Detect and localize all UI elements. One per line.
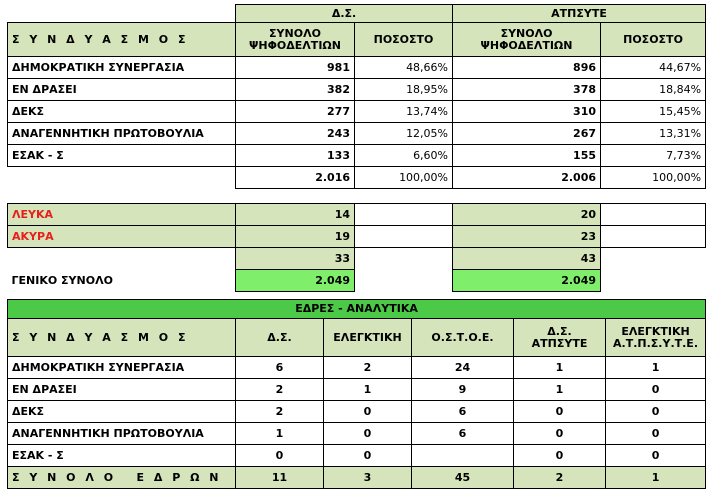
atpsyte-percent-header: ΠΟΣΟΣΤΟ [601, 23, 706, 57]
votes-row [8, 57, 706, 79]
ds-votes: 981 [236, 57, 355, 79]
seats-col-header: ΕΛΕΓΚΤΙΚΗ [324, 319, 412, 357]
coalition-name: ΔΕΚΣ [8, 401, 236, 423]
atpsyte-percent: 13,31% [601, 123, 706, 145]
coalition-name: ΑΝΑΓΕΝΝΗΤΙΚΗ ΠΡΩΤΟΒΟΥΛΙΑ [8, 123, 236, 145]
seats-col-header: Ο.Σ.Τ.Ο.Ε. [412, 319, 514, 357]
votes-row [8, 101, 706, 123]
coalition-name: ΔΕΚΣ [8, 101, 236, 123]
seats-row [8, 379, 706, 401]
ds-total-votes-header: ΣΥΝΟΛΟ ΨΗΦΟΔΕΛΤΙΩΝ [236, 23, 355, 57]
seats-total-value: 3 [324, 467, 412, 489]
seats-value: 0 [606, 401, 706, 423]
seats-value: 2 [236, 379, 324, 401]
atpsyte-percent: 18,84% [601, 79, 706, 101]
ds-votes: 133 [236, 145, 355, 167]
atpsyte-votes: 155 [453, 145, 601, 167]
ds-votes: 382 [236, 79, 355, 101]
seats-value: 6 [236, 357, 324, 379]
ds-percent: 12,05% [355, 123, 453, 145]
seats-value [412, 445, 514, 467]
coalition-name: ΕΣΑΚ - Σ [8, 445, 236, 467]
votes-totals-row [8, 167, 706, 189]
seats-table [7, 299, 706, 489]
ds-votes: 277 [236, 101, 355, 123]
ds-blank-votes: 14 [236, 204, 355, 226]
blank-votes-row [8, 204, 706, 226]
atpsyte-invalid-votes: 23 [453, 226, 601, 248]
seats-value: 1 [514, 379, 606, 401]
seats-row [8, 357, 706, 379]
ds-percent: 48,66% [355, 57, 453, 79]
grand-total-row [8, 270, 706, 292]
seats-row [8, 401, 706, 423]
seats-value: 1 [324, 379, 412, 401]
seats-value: 6 [412, 401, 514, 423]
seats-value: 0 [514, 445, 606, 467]
atpsyte-grand-total: 2.049 [453, 270, 601, 292]
ds-grand-total: 2.049 [236, 270, 355, 292]
seats-value: 1 [514, 357, 606, 379]
ds-percent-total: 100,00% [355, 167, 453, 189]
seats-col-header: ΕΛΕΓΚΤΙΚΗ Α.Τ.Π.Σ.Υ.Τ.Ε. [606, 319, 706, 357]
atpsyte-blank-invalid-sum: 43 [453, 248, 601, 270]
seats-value: 0 [606, 423, 706, 445]
invalid-votes-label: ΑΚΥΡΑ [8, 226, 236, 248]
atpsyte-percent-total: 100,00% [601, 167, 706, 189]
seats-value: 0 [606, 379, 706, 401]
seats-row [8, 445, 706, 467]
seats-total-value: 45 [412, 467, 514, 489]
atpsyte-percent: 44,67% [601, 57, 706, 79]
seats-total-value: 1 [606, 467, 706, 489]
atpsyte-group-header: ΑΤΠΣΥΤΕ [453, 5, 706, 23]
ds-group-header: Δ.Σ. [236, 5, 453, 23]
votes-row [8, 123, 706, 145]
atpsyte-votes-total: 2.006 [453, 167, 601, 189]
seats-value: 24 [412, 357, 514, 379]
seats-value: 6 [412, 423, 514, 445]
seats-coalition-header: Σ Υ Ν Δ Υ Α Σ Μ Ο Σ [8, 319, 236, 357]
ds-percent: 18,95% [355, 79, 453, 101]
seats-value: 0 [324, 445, 412, 467]
blank-invalid-sum-row [8, 248, 706, 270]
ds-invalid-votes: 19 [236, 226, 355, 248]
atpsyte-votes: 378 [453, 79, 601, 101]
atpsyte-votes: 267 [453, 123, 601, 145]
seats-total-value: 11 [236, 467, 324, 489]
grand-total-label: ΓΕΝΙΚΟ ΣΥΝΟΛΟ [11, 273, 113, 287]
seats-row [8, 423, 706, 445]
seats-total-row [8, 467, 706, 489]
seats-value: 2 [236, 401, 324, 423]
coalition-name: ΕΝ ΔΡΑΣΕΙ [8, 379, 236, 401]
seats-total-value: 2 [514, 467, 606, 489]
seats-value: 1 [606, 357, 706, 379]
coalition-name: ΔΗΜΟΚΡΑΤΙΚΗ ΣΥΝΕΡΓΑΣΙΑ [8, 357, 236, 379]
ds-percent-header: ΠΟΣΟΣΤΟ [355, 23, 453, 57]
seats-value: 0 [324, 401, 412, 423]
seats-total-label: Σ Υ Ν Ο Λ Ο Ε Δ Ρ Ω Ν [8, 467, 236, 489]
coalition-name: ΑΝΑΓΕΝΝΗΤΙΚΗ ΠΡΩΤΟΒΟΥΛΙΑ [8, 423, 236, 445]
coalition-name: ΕΣΑΚ - Σ [8, 145, 236, 167]
atpsyte-blank-votes: 20 [453, 204, 601, 226]
seats-value: 0 [514, 401, 606, 423]
ds-votes-total: 2.016 [236, 167, 355, 189]
votes-row [8, 145, 706, 167]
coalition-name: ΕΝ ΔΡΑΣΕΙ [8, 79, 236, 101]
blank-votes-label: ΛΕΥΚΑ [8, 204, 236, 226]
ds-votes: 243 [236, 123, 355, 145]
invalid-votes-row [8, 226, 706, 248]
coalition-name: ΔΗΜΟΚΡΑΤΙΚΗ ΣΥΝΕΡΓΑΣΙΑ [8, 57, 236, 79]
atpsyte-votes: 310 [453, 101, 601, 123]
votes-row [8, 79, 706, 101]
seats-value: 9 [412, 379, 514, 401]
seats-value: 0 [514, 423, 606, 445]
seats-col-header: Δ.Σ. [236, 319, 324, 357]
atpsyte-percent: 15,45% [601, 101, 706, 123]
seats-value: 0 [236, 445, 324, 467]
seats-title: ΕΔΡΕΣ - ΑΝΑΛΥΤΙΚΑ [8, 300, 706, 319]
ds-percent: 13,74% [355, 101, 453, 123]
seats-value: 0 [606, 445, 706, 467]
atpsyte-votes: 896 [453, 57, 601, 79]
ds-percent: 6,60% [355, 145, 453, 167]
ds-blank-invalid-sum: 33 [236, 248, 355, 270]
seats-col-header: Δ.Σ. ΑΤΠΣΥΤΕ [514, 319, 606, 357]
coalition-header: Σ Υ Ν Δ Υ Α Σ Μ Ο Σ [8, 23, 236, 57]
seats-value: 2 [324, 357, 412, 379]
atpsyte-total-votes-header: ΣΥΝΟΛΟ ΨΗΦΟΔΕΛΤΙΩΝ [453, 23, 601, 57]
seats-value: 0 [324, 423, 412, 445]
votes-table [7, 4, 706, 292]
seats-value: 1 [236, 423, 324, 445]
atpsyte-percent: 7,73% [601, 145, 706, 167]
